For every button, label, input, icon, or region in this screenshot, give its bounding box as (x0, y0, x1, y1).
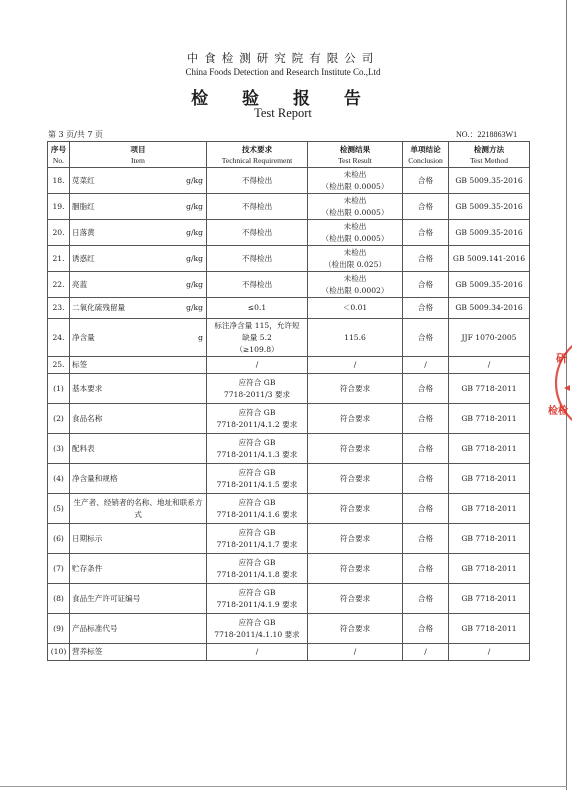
row-item (70, 319, 207, 357)
row-requirement (207, 374, 308, 404)
row-item (70, 584, 207, 614)
row-requirement-line: 不得检出 (241, 227, 273, 237)
row-item-wrap (72, 497, 204, 521)
row-item (70, 464, 207, 494)
row-result (308, 374, 403, 404)
row-item-wrap (72, 302, 204, 314)
seal-text-top: 研 (556, 352, 567, 365)
row-number: (7) (48, 554, 70, 584)
table-header-row (48, 142, 530, 168)
row-method: JJF 1070-2005 (449, 319, 530, 357)
row-conclusion: 合格 (403, 614, 449, 644)
row-result-line: 符合要求 (339, 533, 371, 543)
row-number: (3) (48, 434, 70, 464)
row-conclusion: 合格 (403, 494, 449, 524)
row-conclusion: / (403, 357, 449, 374)
table-row (48, 494, 530, 524)
row-item-name: 贮存条件 (72, 563, 103, 573)
row-result (308, 220, 403, 246)
row-item-unit: g/kg (186, 201, 203, 211)
row-item-name: 生产者、经销者的名称、地址和联系方式 (73, 497, 203, 519)
table-row (48, 357, 530, 374)
row-item-wrap (72, 413, 204, 425)
row-conclusion: 合格 (403, 246, 449, 272)
row-result-line: 未检出 (343, 195, 367, 205)
row-requirement-line: 应符合 GB (238, 587, 276, 597)
row-item-unit: g (198, 332, 203, 342)
row-result-line: 未检出 (343, 221, 367, 231)
row-method: GB 7718-2011 (449, 554, 530, 584)
row-method: / (449, 644, 530, 661)
row-number: 20. (48, 220, 70, 246)
row-requirement-line: 不得检出 (241, 279, 273, 289)
row-item (70, 374, 207, 404)
header-no: 序号 No. (48, 142, 70, 168)
row-item-wrap (72, 383, 204, 395)
row-result (308, 246, 403, 272)
row-item (70, 554, 207, 584)
row-requirement-line: 7718-2011/4.1.2 要求 (216, 419, 298, 429)
row-result (308, 554, 403, 584)
row-method: GB 5009.35-2016 (449, 168, 530, 194)
row-requirement (207, 464, 308, 494)
row-requirement-line: 不得检出 (241, 253, 273, 263)
row-item (70, 524, 207, 554)
row-requirement-line: 7718-2011/4.1.5 要求 (216, 479, 298, 489)
row-requirement-line: 7718-2011/4.1.3 要求 (216, 449, 298, 459)
row-number: 19. (48, 194, 70, 220)
row-requirement (207, 298, 308, 319)
row-result-line: / (353, 360, 357, 369)
row-requirement-line: 应符合 GB (238, 497, 276, 507)
row-item-wrap (72, 623, 204, 635)
row-result-line: 符合要求 (339, 443, 371, 453)
row-requirement-line: 应符合 GB (238, 557, 276, 567)
row-requirement (207, 220, 308, 246)
row-item (70, 298, 207, 319)
row-requirement-line: / (255, 647, 259, 656)
row-item-name: 食品生产许可证编号 (72, 593, 141, 603)
row-result (308, 644, 403, 661)
row-result-line: / (353, 647, 357, 656)
table-row (48, 464, 530, 494)
row-conclusion: 合格 (403, 524, 449, 554)
row-method: GB 5009.35-2016 (449, 194, 530, 220)
row-item (70, 614, 207, 644)
row-requirement-line: 标注净含量 115，允许短 (214, 320, 300, 330)
row-result-line: 符合要求 (339, 503, 371, 513)
row-method: GB 5009.35-2016 (449, 220, 530, 246)
row-result-line: 未检出 (343, 273, 367, 283)
row-item-name: 胭脂红 (72, 201, 95, 211)
row-result-line: ＜0.01 (342, 303, 368, 312)
row-item (70, 246, 207, 272)
row-conclusion: 合格 (403, 272, 449, 298)
row-requirement-line: 应符合 GB (238, 377, 276, 387)
row-item-name: 配料表 (72, 443, 95, 453)
row-item-name: 基本要求 (72, 383, 103, 393)
row-item-wrap (72, 563, 204, 575)
header-result: 检测结果 Test Result (308, 142, 403, 168)
row-item-wrap (72, 443, 204, 455)
row-result (308, 464, 403, 494)
row-conclusion: 合格 (403, 220, 449, 246)
row-result-line: 符合要求 (339, 563, 371, 573)
header-item: 项目 Item (70, 142, 207, 168)
row-result-line: 符合要求 (339, 413, 371, 423)
row-number: 24. (48, 319, 70, 357)
row-number: (2) (48, 404, 70, 434)
row-result-line: 符合要求 (339, 473, 371, 483)
row-item-unit: g/kg (186, 253, 203, 263)
row-result-line: （检出限 0.025） (323, 259, 387, 269)
row-item (70, 272, 207, 298)
row-requirement-line: 7718-2011/4.1.9 要求 (216, 599, 298, 609)
row-item (70, 434, 207, 464)
row-requirement (207, 404, 308, 434)
table-row (48, 374, 530, 404)
row-method: GB 5009.34-2016 (449, 298, 530, 319)
row-item-wrap (72, 253, 204, 265)
row-method: GB 7718-2011 (449, 614, 530, 644)
row-item (70, 404, 207, 434)
row-requirement (207, 554, 308, 584)
row-result (308, 357, 403, 374)
table-row (48, 524, 530, 554)
row-conclusion: 合格 (403, 298, 449, 319)
row-method: GB 7718-2011 (449, 494, 530, 524)
row-item-wrap (72, 533, 204, 545)
header-method: 检测方法 Test Method (449, 142, 530, 168)
row-number: (4) (48, 464, 70, 494)
row-result-line: （检出限 0.0005） (321, 233, 389, 243)
page-edge-bottom (0, 786, 567, 787)
row-conclusion: 合格 (403, 168, 449, 194)
table-row (48, 168, 530, 194)
table-row (48, 614, 530, 644)
row-item-wrap (72, 359, 204, 371)
row-result (308, 404, 403, 434)
row-item-unit: g/kg (186, 303, 203, 312)
row-item-name: 食品名称 (72, 413, 103, 423)
table-row (48, 272, 530, 298)
test-results-table (47, 141, 530, 661)
header-requirement: 技术要求 Technical Requirement (207, 142, 308, 168)
table-row (48, 194, 530, 220)
row-number: (5) (48, 494, 70, 524)
row-item-unit: g/kg (186, 279, 203, 289)
row-conclusion: / (403, 644, 449, 661)
row-number: (1) (48, 374, 70, 404)
row-item (70, 357, 207, 374)
table-row (48, 404, 530, 434)
row-result (308, 319, 403, 357)
row-item (70, 644, 207, 661)
row-item (70, 168, 207, 194)
row-result (308, 524, 403, 554)
row-result-line: 符合要求 (339, 383, 371, 393)
org-name-en: China Foods Detection and Research Institute Co.,Ltd (185, 67, 381, 77)
row-number: 22. (48, 272, 70, 298)
row-item-name: 净含量和规格 (72, 473, 118, 483)
row-item-wrap (72, 646, 204, 658)
row-conclusion: 合格 (403, 464, 449, 494)
row-result (308, 584, 403, 614)
row-requirement (207, 584, 308, 614)
row-requirement-line: 应符合 GB (238, 407, 276, 417)
row-requirement-line: 7718-2011/4.1.10 要求 (214, 629, 300, 639)
row-result-line: 未检出 (343, 169, 367, 179)
row-number: (10) (48, 644, 70, 661)
table-row (48, 298, 530, 319)
row-requirement-line: 缺量 5.2 (242, 332, 272, 342)
row-result (308, 194, 403, 220)
row-item-unit: g/kg (186, 227, 203, 237)
row-requirement (207, 357, 308, 374)
row-requirement-line: / (255, 360, 259, 369)
row-item-name: 产品标准代号 (72, 623, 118, 633)
row-result (308, 272, 403, 298)
row-result-line: （检出限 0.0002） (321, 285, 389, 295)
table-row (48, 246, 530, 272)
table-row (48, 319, 530, 357)
row-item-wrap (72, 473, 204, 485)
table-row (48, 554, 530, 584)
row-conclusion: 合格 (403, 554, 449, 584)
row-number: (6) (48, 524, 70, 554)
row-method: GB 7718-2011 (449, 404, 530, 434)
row-requirement-line: ≤0.1 (247, 303, 267, 312)
row-requirement (207, 272, 308, 298)
row-result-line: 115.6 (344, 332, 366, 342)
row-requirement-line: 不得检出 (241, 201, 273, 211)
row-requirement (207, 434, 308, 464)
row-method: GB 7718-2011 (449, 434, 530, 464)
table-row (48, 220, 530, 246)
row-result (308, 434, 403, 464)
row-result-line: 符合要求 (339, 593, 371, 603)
row-requirement (207, 644, 308, 661)
row-number: 18. (48, 168, 70, 194)
row-item-name: 亮蓝 (72, 279, 88, 289)
report-title-cn: 检 验 报 告 (191, 89, 375, 109)
row-number: (8) (48, 584, 70, 614)
row-requirement-line: 7718-2011/4.1.7 要求 (216, 539, 298, 549)
row-number: 25. (48, 357, 70, 374)
row-requirement (207, 524, 308, 554)
row-requirement-line: 7718-2011/3 要求 (223, 389, 291, 399)
row-conclusion: 合格 (403, 584, 449, 614)
row-item-name: 苋菜红 (72, 175, 95, 185)
row-result-line: 未检出 (343, 247, 367, 257)
row-item-name: 诱惑红 (72, 253, 95, 263)
row-number: 21. (48, 246, 70, 272)
row-result (308, 168, 403, 194)
row-conclusion: 合格 (403, 374, 449, 404)
row-method: GB 5009.141-2016 (449, 246, 530, 272)
row-method: GB 5009.35-2016 (449, 272, 530, 298)
row-result (308, 494, 403, 524)
row-item-unit: g/kg (186, 175, 203, 185)
row-result-line: （检出限 0.0005） (321, 207, 389, 217)
row-item-wrap (72, 227, 204, 239)
header-conclusion: 单项结论 Conclusion (403, 142, 449, 168)
row-item-wrap (72, 593, 204, 605)
org-name-cn: 中食检测研究院有限公司 (186, 51, 380, 65)
row-result (308, 298, 403, 319)
row-item-wrap (72, 201, 204, 213)
row-item-name: 日落黄 (72, 227, 95, 237)
row-item-wrap (72, 279, 204, 291)
table-row (48, 434, 530, 464)
row-requirement-line: 7718-2011/4.1.8 要求 (216, 569, 298, 579)
row-conclusion: 合格 (403, 319, 449, 357)
row-number: 23. (48, 298, 70, 319)
row-method: GB 7718-2011 (449, 584, 530, 614)
row-method: / (449, 357, 530, 374)
row-item-name: 标签 (72, 360, 88, 369)
row-item-name: 日期标示 (72, 533, 103, 543)
row-item-wrap (72, 175, 204, 187)
row-conclusion: 合格 (403, 434, 449, 464)
row-item (70, 194, 207, 220)
row-requirement-line: （≥109.8） (235, 344, 279, 354)
row-requirement-line: 应符合 GB (238, 617, 276, 627)
row-item-name: 二氧化硫残留量 (72, 303, 126, 312)
row-requirement-line: 不得检出 (241, 175, 273, 185)
table-row (48, 584, 530, 614)
seal-text-bottom: 检检 (548, 406, 568, 417)
row-item-name: 净含量 (72, 332, 95, 342)
row-result-line: （检出限 0.0005） (321, 181, 389, 191)
seal-stamp (544, 328, 572, 438)
row-requirement-line: 应符合 GB (238, 467, 276, 477)
row-item (70, 220, 207, 246)
row-requirement (207, 168, 308, 194)
row-item (70, 494, 207, 524)
row-requirement (207, 246, 308, 272)
row-item-wrap (72, 332, 204, 344)
row-requirement (207, 194, 308, 220)
row-result (308, 614, 403, 644)
row-requirement-line: 7718-2011/4.1.6 要求 (216, 509, 298, 519)
row-method: GB 7718-2011 (449, 464, 530, 494)
row-requirement (207, 319, 308, 357)
row-requirement (207, 614, 308, 644)
row-method: GB 7718-2011 (449, 374, 530, 404)
row-number: (9) (48, 614, 70, 644)
report-title-en: Test Report (254, 106, 312, 120)
row-result-line: 符合要求 (339, 623, 371, 633)
page-info: 第 3 页/共 7 页 (48, 130, 104, 139)
row-requirement (207, 494, 308, 524)
row-conclusion: 合格 (403, 194, 449, 220)
row-item-name: 营养标签 (72, 647, 103, 656)
row-method: GB 7718-2011 (449, 524, 530, 554)
row-requirement-line: 应符合 GB (238, 527, 276, 537)
report-number: NO.：2218863W1 (456, 130, 518, 139)
row-requirement-line: 应符合 GB (238, 437, 276, 447)
row-conclusion: 合格 (403, 404, 449, 434)
table-row (48, 644, 530, 661)
